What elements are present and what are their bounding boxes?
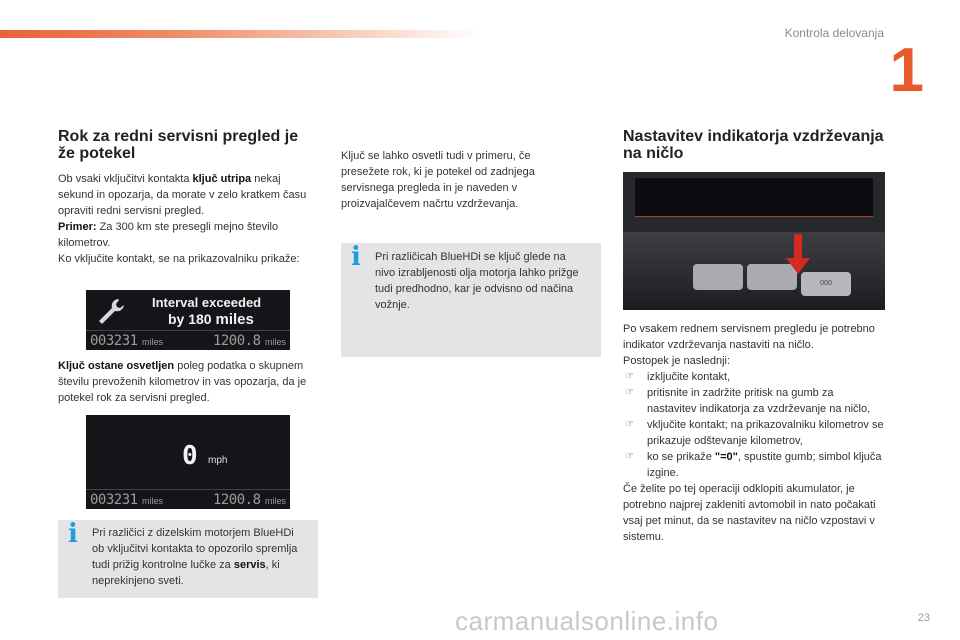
info-box-bluehdi [341,243,601,357]
right-paragraph-3: Če želite po tej operaciji odklopiti akumulator, je potrebno najprej zakleniti avtomobil in nato počakati vsaj pet minut, da se nastavitev na ničlo vzpostavi v sistemu. [623,483,876,543]
trip-value: 1200.8 [212,332,261,349]
display-speed-warning [86,415,290,509]
procedure-steps [623,369,885,481]
right-column-text [623,321,885,545]
odometer-row [86,330,290,350]
info-icon: i [68,519,78,549]
middle-column [341,148,571,212]
procedure-step: ☞ ko se prikaže "=0", spustite gumb; simbol ključa izgine. [623,449,885,481]
left-paragraph-1: Ob vsaki vključitvi kontakta ključ utripa nekaj sekund in opozarja, da morate v zelo kratkem času opraviti redni servisni pregled. [58,173,307,217]
trip-value-2: 1200.8 [212,491,261,508]
red-arrow-icon [786,234,810,279]
left-column [58,128,316,267]
right-heading: Nastavitev indikatorja vzdrževanja na ničlo [623,128,884,162]
procedure-step: ☞ vključite kontakt; na prikazovalniku kilometrov se prikazuje odštevanje kilometrov, [623,417,885,449]
odometer-row-2 [86,489,290,509]
info-text-bluehdi: Pri različicah BlueHDi se ključ glede na nivo izrabljenosti olja motorja lahko prižge tudi predhodno, kar je odvisno od načina vožnje. [375,251,579,311]
info-icon: i [351,242,361,272]
speed-value: 0 [182,441,198,471]
odometer-unit: miles [142,336,164,347]
right-paragraph-2: Postopek je naslednji: [623,355,731,367]
page-number: 23 [917,612,930,624]
trip-unit-2: miles [264,495,286,506]
odometer-value-2: 003231 [90,491,138,508]
example-label: Primer: [58,221,97,233]
interval-exceeded-text: Interval exceeded [152,295,262,310]
odometer-value: 003231 [90,332,138,349]
left-heading: Rok za redni servisni pregled je že potekel [58,128,299,162]
section-title: Kontrola delovanja [784,26,884,40]
maintenance-reset-button: 000 [801,272,851,296]
key-lit-paragraph: Ključ ostane osvetljen poleg podatka o skupnem številu prevoženih kilometrov in vas opozarja, da je potekel rok za servisni pregled. [58,360,307,404]
key-blinks-emphasis: ključ utripa [192,173,252,185]
wrench-icon [94,296,128,331]
right-column-heading [623,128,893,171]
display-interval-exceeded [86,290,290,350]
trip-unit: miles [264,336,286,347]
left-paragraph-3: Ko vključite kontakt, se na prikazovalniku prikaže: [58,253,300,265]
chapter-number: 1 [889,36,924,105]
middle-paragraph: Ključ se lahko osvetli tudi v primeru, če presežete rok, ki je potekel od zadnjega servisnega pregleda in je naveden v proizvajalčevem načrtu vzdrževanja. [341,150,535,210]
trip-reset-button-left [693,264,743,290]
procedure-step: ☞ izključite kontakt, [623,369,885,385]
odometer-unit-2: miles [142,495,164,506]
info-box-diesel [58,520,318,598]
procedure-step: ☞ pritisnite in zadržite pritisk na gumb za nastavitev indikatorja za vzdrževanje na ničlo, [623,385,885,417]
header-accent-bar [0,30,480,38]
watermark: carmanualsonline.info [455,606,719,636]
speed-unit: mph [208,455,228,466]
interval-exceeded-value: by 180 miles [168,311,254,328]
info-text-diesel: Pri različici z dizelskim motorjem BlueHDi ob vključitvi kontakta to opozorilo spremlja tudi prižig kontrolne lučke za servis, ki neprekinjeno sveti. [92,527,298,587]
dashboard-photo [623,172,885,310]
right-paragraph-1: Po vsakem rednem servisnem pregledu je potrebno indikator vzdrževanja nastaviti na ničlo. [623,323,875,351]
example-paragraph: Primer: Za 300 km ste presegli mejno število kilometrov. [58,221,279,249]
left-column-lower [58,358,316,406]
